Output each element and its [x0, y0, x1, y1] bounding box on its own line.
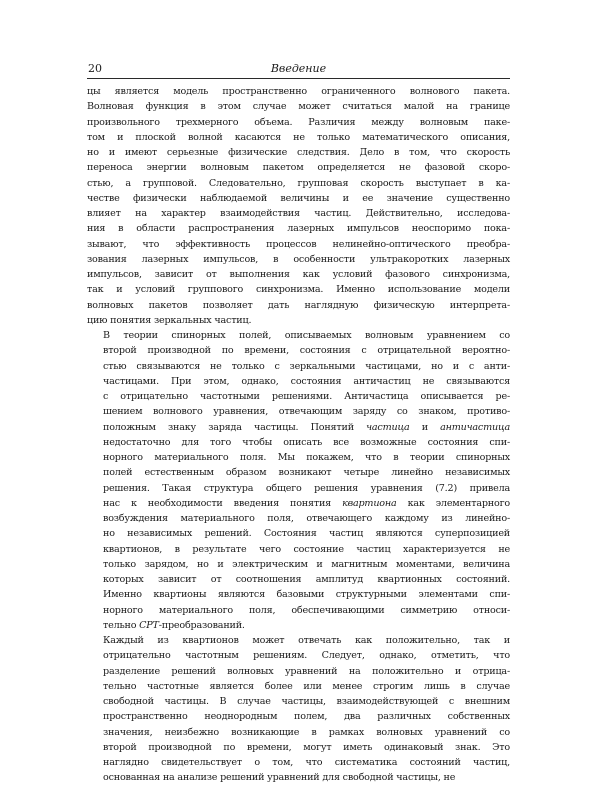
- text-segment: стью, а групповой. Следовательно, групповая скорость выступает в ка-: [87, 177, 510, 189]
- text-line: [87, 709, 510, 724]
- text-segment: так и условий группового синхронизма. Именно использование модели: [87, 284, 510, 296]
- text-line: [87, 206, 510, 221]
- text-line: [87, 84, 510, 99]
- text-segment: ния в области распространения лазерных импульсов неоспоримо пока-: [87, 223, 510, 235]
- text-line: [87, 313, 510, 328]
- text-segment: и: [409, 421, 441, 433]
- text-segment: второй производной по времени, состояния с отрицательной вероятно-: [103, 345, 510, 357]
- text-line: [87, 221, 510, 236]
- text-segment: цы является модель пространственно ограниченного волнового пакета.: [87, 86, 510, 97]
- text-line: [87, 740, 510, 755]
- text-segment: отрицательно частотным решениям. Следует, однако, отметить, что: [103, 650, 510, 662]
- text-line: [87, 328, 510, 343]
- text-line: [87, 557, 510, 572]
- text-segment: полей естественным образом возникают четыре линейно независимых: [103, 467, 510, 479]
- text-segment: переноса энергии волновым пакетом определяется не фазовой скоро-: [87, 162, 510, 174]
- text-segment: разделение решений волновых уравнений на положительно и отрица-: [103, 665, 510, 677]
- text-segment: зывают, что эффективность процессов нелинейно-оптического преобра-: [87, 238, 510, 250]
- text-segment: Волновая функция в этом случае может считаться малой на границе: [87, 101, 510, 113]
- text-segment: импульсов, зависит от выполнения как условий фазового синхронизма,: [87, 269, 510, 280]
- text-line: [87, 542, 510, 557]
- text-segment: пространственно неоднородным полем, два различных собственных: [103, 711, 510, 723]
- text-line: [87, 694, 510, 709]
- text-segment: но и имеют серьезные физические следствия. Дело в том, что скорость: [87, 147, 510, 158]
- paragraph: [87, 84, 510, 328]
- text-segment: зования лазерных импульсов, в особенности ультракоротких лазерных: [87, 253, 510, 265]
- text-line: [87, 679, 510, 694]
- text-line: [87, 374, 510, 389]
- text-line: [87, 145, 510, 160]
- text-line: [87, 450, 510, 465]
- text-segment: тельно частотные является более или менее строгим лишь в случае: [103, 680, 510, 692]
- text-segment: значения, неизбежно возникающие в рамках волновых уравнений со: [103, 726, 510, 738]
- paragraph: [87, 633, 510, 786]
- text-line: [87, 282, 510, 297]
- text-segment: которых зависит от соотношения амплитуд квартионных состояний.: [103, 574, 510, 585]
- text-line: [87, 359, 510, 374]
- text-line: [87, 435, 510, 450]
- text-segment: влияет на характер взаимодействия частиц. Действительно, исследова-: [87, 208, 510, 219]
- text-segment: В теории спинорных полей, описываемых волновым уравнением со: [103, 330, 510, 341]
- text-line: [87, 481, 510, 496]
- text-line: [87, 664, 510, 679]
- text-segment: волновых пакетов позволяет дать наглядную физическую интерпрета-: [87, 299, 510, 311]
- text-line: [87, 526, 510, 541]
- italic-term: античастица: [440, 421, 510, 433]
- text-segment: квартионов, в результате чего состояние частиц характеризуется не: [103, 543, 510, 555]
- text-segment: основанная на анализе решений уравнений для свободной частицы, не: [103, 772, 456, 784]
- text-line: [87, 648, 510, 663]
- text-segment: только зарядом, но и электрическим и магнитным моментами, величина: [103, 558, 510, 570]
- text-segment: частицами. При этом, однако, состояния античастиц не связываются: [103, 375, 510, 387]
- text-line: [87, 587, 510, 602]
- text-segment: цию понятия зеркальных частиц.: [87, 314, 252, 326]
- text-segment: нас к необходимости введения понятия: [103, 497, 343, 509]
- text-line: [87, 755, 510, 770]
- text-segment: тельно: [103, 619, 140, 631]
- italic-term: частица: [366, 421, 410, 433]
- text-line: [87, 496, 510, 511]
- text-segment: -преобразований.: [158, 619, 245, 631]
- text-segment: как элементарного: [396, 497, 510, 509]
- text-segment: норного материального поля, обеспечивающими симметрию относи-: [103, 604, 510, 616]
- text-segment: возбуждения материального поля, отвечающего каждому из линейно-: [103, 513, 510, 524]
- text-line: [87, 176, 510, 191]
- text-segment: Именно квартионы являются базовыми структурными элементами спи-: [103, 589, 510, 601]
- text-line: [87, 633, 510, 648]
- text-segment: произвольного трехмерного объема. Различия между волновым паке-: [87, 116, 510, 128]
- text-line: [87, 298, 510, 313]
- text-line: [87, 343, 510, 358]
- text-segment: наглядно свидетельствует о том, что систематика состояний частиц,: [103, 757, 510, 768]
- text-line: [87, 404, 510, 419]
- text-segment: шением волнового уравнения, отвечающим заряду со знаком, противо-: [103, 406, 510, 418]
- text-segment: второй производной по времени, могут иметь одинаковый знак. Это: [103, 741, 510, 753]
- text-line: [87, 603, 510, 618]
- text-line: [87, 160, 510, 175]
- text-segment: с отрицательно частотными решениями. Античастица описывается ре-: [103, 391, 510, 402]
- page-header: [87, 62, 510, 79]
- text-line: [87, 770, 510, 785]
- text-line: [87, 130, 510, 145]
- text-segment: норного материального поля. Мы покажем, что в теории спинорных: [103, 452, 510, 463]
- text-line: [87, 725, 510, 740]
- text-line: [87, 252, 510, 267]
- text-line: [87, 237, 510, 252]
- text-line: [87, 572, 510, 587]
- text-segment: свободной частицы. В случае частицы, взаимодействующей с внешним: [103, 696, 510, 707]
- page-number: 20: [88, 62, 102, 75]
- text-line: [87, 465, 510, 480]
- text-line: [87, 267, 510, 282]
- body-text: [87, 84, 510, 784]
- text-segment: Каждый из квартионов может отвечать как положительно, так и: [103, 635, 510, 646]
- text-line: [87, 511, 510, 526]
- text-segment: стью связываются не только с зеркальными частицами, но и с анти-: [103, 360, 510, 372]
- text-segment: том и плоской волной касаются не только математического описания,: [87, 131, 510, 143]
- text-line: [87, 115, 510, 130]
- italic-term: CPT: [139, 619, 159, 631]
- text-segment: решения. Такая структура общего решения уравнения (7.2) привела: [103, 482, 510, 494]
- text-segment: недостаточно для того чтобы описать все возможные состояния спи-: [103, 436, 510, 448]
- text-line: [87, 618, 510, 633]
- text-segment: честве физически наблюдаемой величины и ее значение существенно: [87, 192, 510, 204]
- text-line: [87, 191, 510, 206]
- running-title: Введение: [270, 62, 327, 75]
- text-segment: положным знаку заряда частицы. Понятий: [103, 421, 367, 433]
- text-line: [87, 389, 510, 404]
- text-segment: но независимых решений. Состояния частиц являются суперпозицией: [103, 528, 510, 540]
- paragraph: [87, 328, 510, 633]
- italic-term: квартиона: [342, 497, 397, 509]
- text-line: [87, 99, 510, 114]
- text-line: [87, 420, 510, 435]
